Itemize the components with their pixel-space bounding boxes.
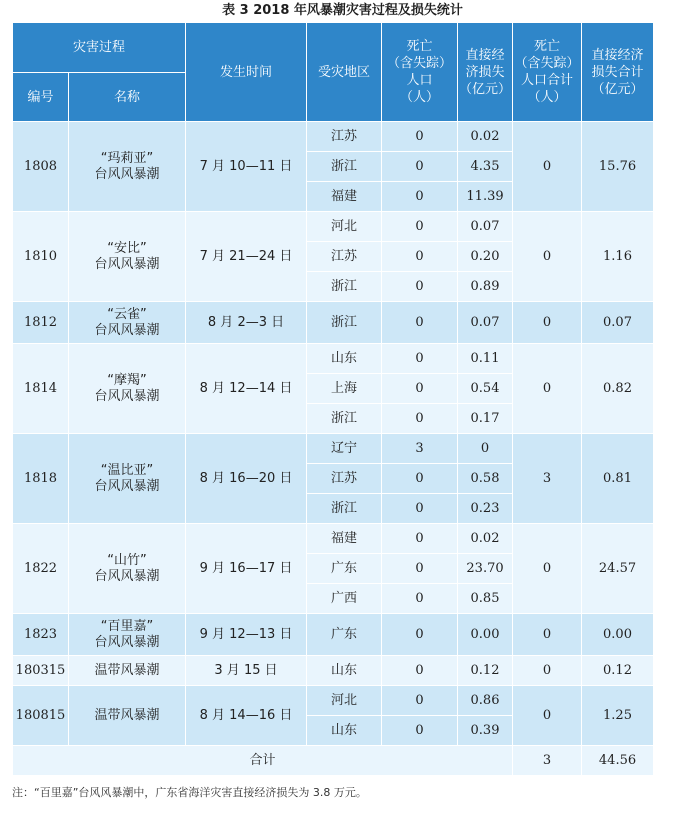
header-region: 受灾地区 — [307, 23, 382, 122]
event-time: 9 月 12—13 日 — [186, 614, 307, 656]
loss-total: 1.16 — [582, 212, 654, 302]
event-time: 7 月 10—11 日 — [186, 122, 307, 212]
affected-region: 江苏 — [307, 464, 382, 494]
event-name: “百里嘉” 台风风暴潮 — [69, 614, 186, 656]
affected-region: 浙江 — [307, 152, 382, 182]
event-time: 7 月 21—24 日 — [186, 212, 307, 302]
event-id: 1823 — [13, 614, 69, 656]
header-time: 发生时间 — [186, 23, 307, 122]
death-total: 0 — [513, 302, 582, 344]
death-total: 0 — [513, 122, 582, 212]
death-total: 0 — [513, 686, 582, 746]
storm-surge-table — [12, 22, 654, 776]
death-count: 0 — [382, 122, 458, 152]
death-count: 0 — [382, 656, 458, 686]
death-count: 0 — [382, 464, 458, 494]
affected-region: 山东 — [307, 656, 382, 686]
loss-total: 0.07 — [582, 302, 654, 344]
death-total: 0 — [513, 524, 582, 614]
event-time: 8 月 12—14 日 — [186, 344, 307, 434]
header-loss: 直接经 济损失 （亿元） — [458, 23, 513, 122]
event-name: “山竹” 台风风暴潮 — [69, 524, 186, 614]
loss-total: 0.81 — [582, 434, 654, 524]
table-title: 表 3 2018 年风暴潮灾害过程及损失统计 — [222, 3, 463, 18]
affected-region: 广东 — [307, 614, 382, 656]
event-name: “摩羯” 台风风暴潮 — [69, 344, 186, 434]
event-time: 8 月 14—16 日 — [186, 686, 307, 746]
table-row — [13, 524, 654, 554]
affected-region: 辽宁 — [307, 434, 382, 464]
death-count: 0 — [382, 524, 458, 554]
loss-total: 15.76 — [582, 122, 654, 212]
death-total: 0 — [513, 614, 582, 656]
table-row — [13, 302, 654, 344]
total-row — [13, 746, 654, 776]
event-id: 1814 — [13, 344, 69, 434]
event-time: 8 月 2—3 日 — [186, 302, 307, 344]
table-row — [13, 344, 654, 374]
table-row — [13, 122, 654, 152]
economic-loss: 0.02 — [458, 122, 513, 152]
death-count: 0 — [382, 272, 458, 302]
event-name: “安比” 台风风暴潮 — [69, 212, 186, 302]
affected-region: 福建 — [307, 182, 382, 212]
header-name: 名称 — [69, 73, 186, 122]
economic-loss: 0.58 — [458, 464, 513, 494]
affected-region: 浙江 — [307, 494, 382, 524]
table-row — [13, 614, 654, 656]
table-row — [13, 434, 654, 464]
event-id: 1810 — [13, 212, 69, 302]
death-count: 0 — [382, 494, 458, 524]
total-label: 合计 — [13, 746, 513, 776]
loss-total: 24.57 — [582, 524, 654, 614]
table-row — [13, 656, 654, 686]
event-time: 8 月 16—20 日 — [186, 434, 307, 524]
table-row — [13, 212, 654, 242]
death-total: 0 — [513, 656, 582, 686]
affected-region: 浙江 — [307, 272, 382, 302]
economic-loss: 0.11 — [458, 344, 513, 374]
economic-loss: 0.02 — [458, 524, 513, 554]
affected-region: 江苏 — [307, 122, 382, 152]
event-id: 1822 — [13, 524, 69, 614]
event-id: 1808 — [13, 122, 69, 212]
header-id: 编号 — [13, 73, 69, 122]
affected-region: 上海 — [307, 374, 382, 404]
loss-total: 0.00 — [582, 614, 654, 656]
death-count: 0 — [382, 614, 458, 656]
header-loss-total: 直接经济 损失合计 （亿元） — [582, 23, 654, 122]
death-count: 3 — [382, 434, 458, 464]
economic-loss: 0.07 — [458, 212, 513, 242]
affected-region: 浙江 — [307, 404, 382, 434]
death-count: 0 — [382, 242, 458, 272]
header-death: 死亡 （含失踪） 人口 （人） — [382, 23, 458, 122]
death-count: 0 — [382, 182, 458, 212]
economic-loss: 0.07 — [458, 302, 513, 344]
death-total: 3 — [513, 434, 582, 524]
affected-region: 广西 — [307, 584, 382, 614]
economic-loss: 0.17 — [458, 404, 513, 434]
table-body — [13, 122, 654, 776]
death-total: 0 — [513, 212, 582, 302]
affected-region: 山东 — [307, 716, 382, 746]
economic-loss: 11.39 — [458, 182, 513, 212]
economic-loss: 23.70 — [458, 554, 513, 584]
affected-region: 河北 — [307, 212, 382, 242]
death-count: 0 — [382, 584, 458, 614]
event-id: 180315 — [13, 656, 69, 686]
event-id: 1812 — [13, 302, 69, 344]
economic-loss: 0.12 — [458, 656, 513, 686]
affected-region: 山东 — [307, 344, 382, 374]
economic-loss: 0 — [458, 434, 513, 464]
event-name: 温带风暴潮 — [69, 656, 186, 686]
header-process: 灾害过程 — [13, 23, 186, 73]
header-death-total: 死亡 （含失踪） 人口合计 （人） — [513, 23, 582, 122]
death-count: 0 — [382, 302, 458, 344]
affected-region: 浙江 — [307, 302, 382, 344]
death-count: 0 — [382, 404, 458, 434]
affected-region: 广东 — [307, 554, 382, 584]
event-name: “玛莉亚” 台风风暴潮 — [69, 122, 186, 212]
loss-total: 0.12 — [582, 656, 654, 686]
affected-region: 福建 — [307, 524, 382, 554]
death-count: 0 — [382, 716, 458, 746]
total-loss: 44.56 — [582, 746, 654, 776]
economic-loss: 0.85 — [458, 584, 513, 614]
event-time: 3 月 15 日 — [186, 656, 307, 686]
event-time: 9 月 16—17 日 — [186, 524, 307, 614]
death-count: 0 — [382, 686, 458, 716]
death-count: 0 — [382, 344, 458, 374]
event-name: 温带风暴潮 — [69, 686, 186, 746]
loss-total: 0.82 — [582, 344, 654, 434]
economic-loss: 0.00 — [458, 614, 513, 656]
death-count: 0 — [382, 374, 458, 404]
death-count: 0 — [382, 152, 458, 182]
economic-loss: 4.35 — [458, 152, 513, 182]
economic-loss: 0.20 — [458, 242, 513, 272]
economic-loss: 0.89 — [458, 272, 513, 302]
event-name: “温比亚” 台风风暴潮 — [69, 434, 186, 524]
event-id: 1818 — [13, 434, 69, 524]
table-row — [13, 686, 654, 716]
death-count: 0 — [382, 212, 458, 242]
total-death: 3 — [513, 746, 582, 776]
economic-loss: 0.23 — [458, 494, 513, 524]
event-name: “云雀” 台风风暴潮 — [69, 302, 186, 344]
event-id: 180815 — [13, 686, 69, 746]
economic-loss: 0.39 — [458, 716, 513, 746]
death-count: 0 — [382, 554, 458, 584]
loss-total: 1.25 — [582, 686, 654, 746]
affected-region: 江苏 — [307, 242, 382, 272]
affected-region: 河北 — [307, 686, 382, 716]
economic-loss: 0.54 — [458, 374, 513, 404]
death-total: 0 — [513, 344, 582, 434]
table-note: 注：“百里嘉”台风风暴潮中，广东省海洋灾害直接经济损失为 3.8 万元。 — [12, 786, 367, 799]
economic-loss: 0.86 — [458, 686, 513, 716]
